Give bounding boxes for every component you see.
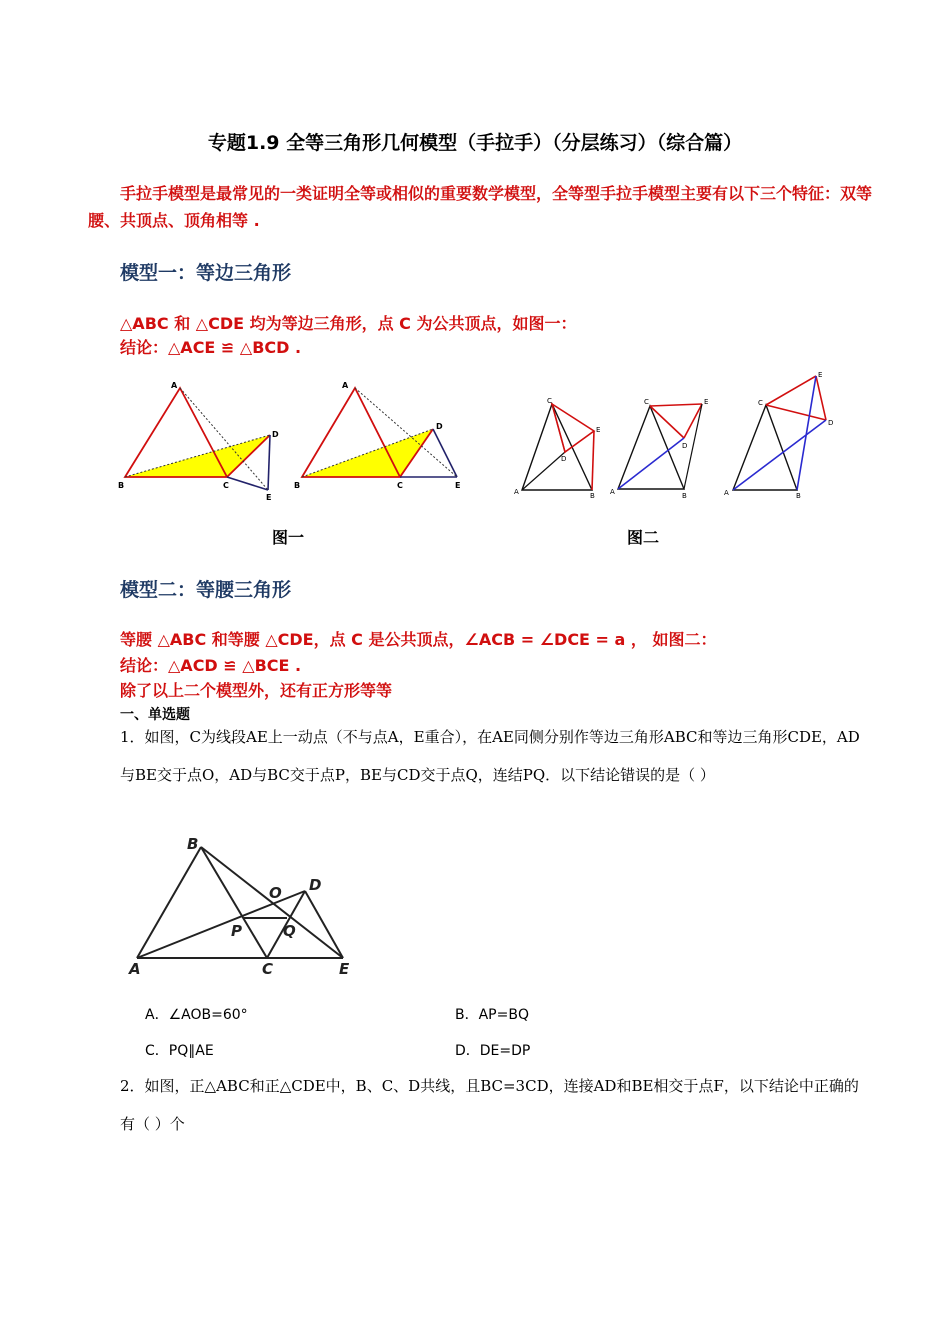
- fig2c-label-e: E: [818, 371, 823, 379]
- fig1a-label-c: C: [223, 481, 229, 490]
- fig2a-label-c: C: [547, 397, 552, 405]
- fig2c-label-c: C: [758, 399, 763, 407]
- intro-text: 手拉手模型是最常见的一类证明全等或相似的重要数学模型，全等型手拉手模型主要有以下三个特征：双等腰、共顶点、顶角相等 .: [88, 184, 873, 230]
- model1-heading: 模型一：等边三角形: [120, 262, 292, 284]
- fig1b-label-a: A: [342, 381, 349, 390]
- figure-two: [510, 368, 850, 503]
- fig1b-label-b: B: [294, 481, 301, 490]
- model1-line1: △ABC 和 △CDE 均为等边三角形，点 C 为公共顶点，如图一：: [120, 314, 577, 333]
- q1-option-a[interactable]: A．∠AOB=60°: [145, 1007, 248, 1023]
- question-1-text: 1．如图，C为线段AE上一动点（不与点A，E重合），在AE同侧分别作等边三角形ABC和等边三角形CDE，AD与BE交于点O，AD与BC交于点P，BE与CD交于点Q，连结PQ．以下结论错误的是（ ）: [120, 728, 860, 784]
- model2-line1: 等腰 △ABC 和等腰 △CDE，点 C 是公共顶点，∠ACB = ∠DCE = a ， 如图二：: [120, 630, 717, 649]
- q1-label-p: P: [231, 922, 242, 940]
- model2-line2: 结论：△ACD ≌ △BCE .: [120, 656, 302, 675]
- q1-label-q: Q: [283, 922, 296, 940]
- section-heading: 一、单选题: [120, 707, 190, 723]
- question-1-figure: [125, 832, 365, 982]
- fig1b-label-e: E: [455, 481, 461, 490]
- q1-label-d: D: [309, 876, 322, 894]
- fig1a-label-a: A: [171, 381, 178, 390]
- fig2b-label-d: D: [682, 442, 688, 450]
- fig2b-label-b: B: [682, 492, 687, 500]
- q1-label-c: C: [262, 960, 274, 978]
- fig1b-label-c: C: [397, 481, 403, 490]
- fig2a-label-a: A: [514, 488, 519, 496]
- q1-label-a: A: [129, 960, 141, 978]
- fig2c-label-a: A: [724, 489, 729, 497]
- fig1b-label-d: D: [436, 422, 443, 431]
- figure-two-caption: 图二: [627, 528, 660, 547]
- question-2-text: 2．如图，正△ABC和正△CDE中，B、C、D共线，且BC=3CD，连接AD和BE相交于点F，以下结论中正确的有（ ）个: [120, 1077, 859, 1133]
- q1-option-d[interactable]: D．DE=DP: [455, 1043, 531, 1059]
- fig2b-label-e: E: [704, 398, 709, 406]
- fig2c-label-d: D: [828, 419, 834, 427]
- page-title: 专题1.9 全等三角形几何模型（手拉手）（分层练习）（综合篇）: [207, 132, 743, 154]
- model2-heading: 模型二：等腰三角形: [120, 579, 292, 601]
- fig2b-label-c: C: [644, 398, 649, 406]
- q1-label-e: E: [339, 960, 350, 978]
- figure-one: [115, 372, 475, 502]
- intro-paragraph: [88, 180, 878, 234]
- fig1a-label-b: B: [118, 481, 125, 490]
- fig2a-label-d: D: [561, 455, 567, 463]
- fig2a-label-b: B: [590, 492, 595, 500]
- fig1a-label-d: D: [272, 430, 279, 439]
- fig2c-label-b: B: [796, 492, 801, 500]
- q1-label-o: O: [269, 884, 282, 902]
- q1-option-c[interactable]: C．PQ∥AE: [145, 1043, 214, 1059]
- q1-label-b: B: [187, 835, 199, 853]
- model1-line2: 结论：△ACE ≌ △BCD .: [120, 338, 302, 357]
- figure-one-caption: 图一: [272, 528, 305, 547]
- fig2a-label-e: E: [596, 426, 601, 434]
- fig1a-label-e: E: [266, 493, 272, 502]
- fig2b-label-a: A: [610, 488, 615, 496]
- model2-line3: 除了以上二个模型外，还有正方形等等: [120, 681, 393, 700]
- q1-option-b[interactable]: B．AP=BQ: [455, 1007, 529, 1023]
